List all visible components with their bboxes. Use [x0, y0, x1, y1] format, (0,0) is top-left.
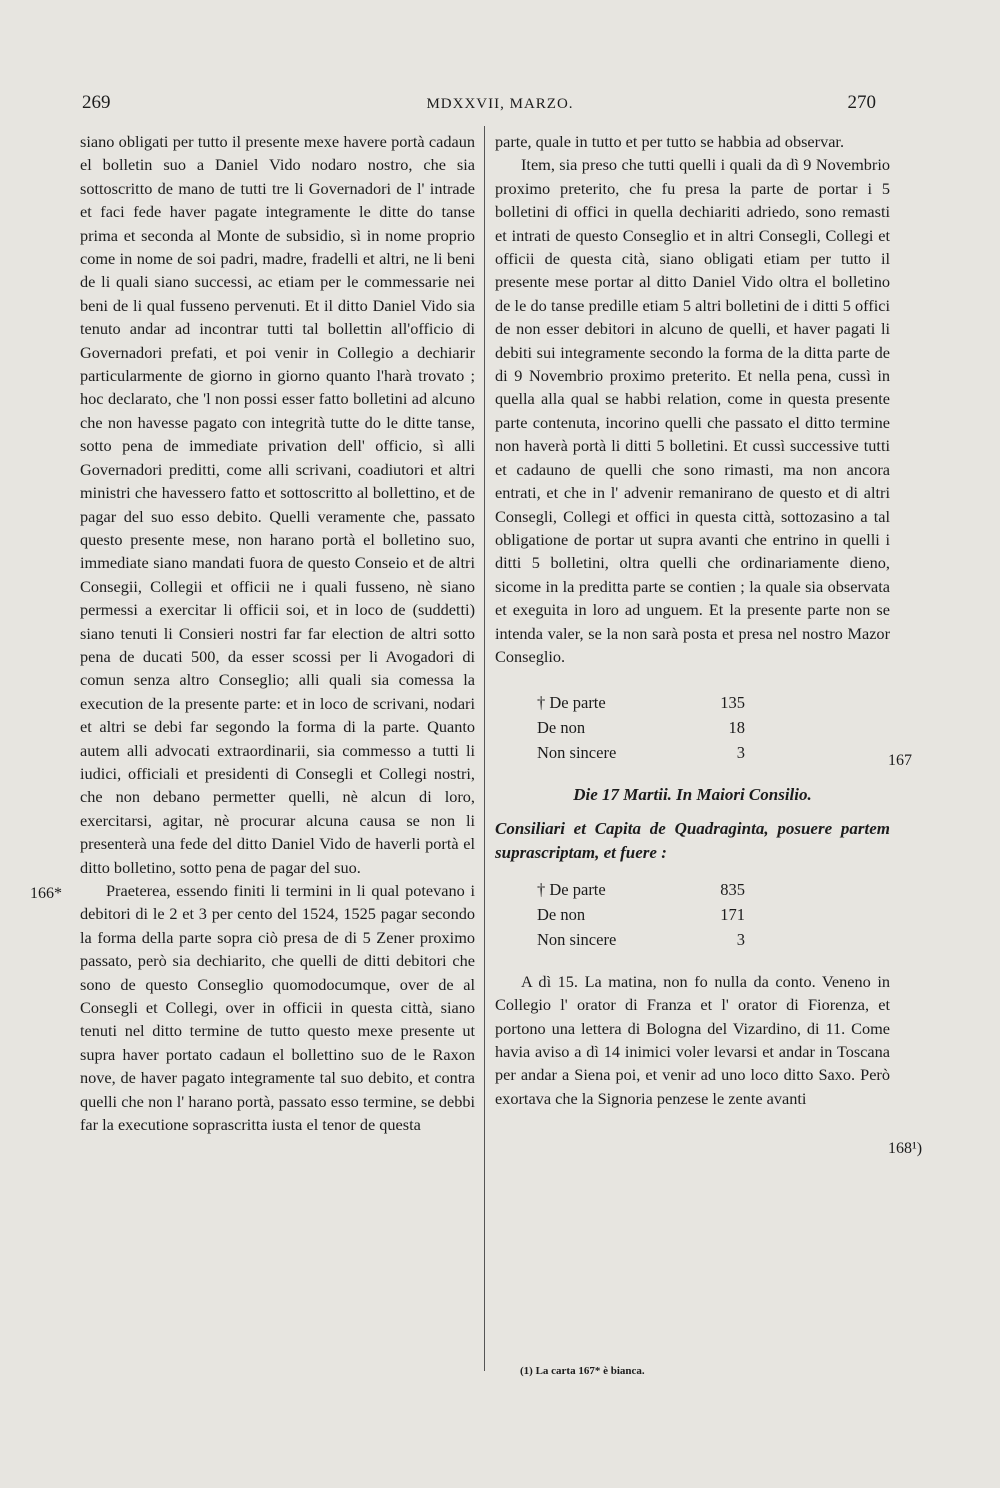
- vote-label: † De parte: [537, 693, 606, 713]
- vote-row: [495, 927, 755, 952]
- vote-count: 18: [728, 718, 745, 738]
- vote-count: 835: [720, 879, 745, 899]
- vote-count: 135: [720, 693, 745, 713]
- column-divider: [484, 126, 485, 1371]
- left-paragraph-2: Praeterea, essendo finiti li termini in li qual potevano i debitori di le 2 et 3 per cento del 1524, 1525 pagar secondo la forma della parte sopra ciò presa de di 5 Zener proximo passato, però sia dechiarito, che quelli de ditti debitori che sono de questo Conseglio quomodocumque, over de al Consegli et Collegi, over in officii in questa città, siano tenuti nel ditto termine de tutto questo mexe presente ut supra haver portato cadaun el bollettino suo de le Raxon nove, de haver pagato integramente tal suo debito, et contra quelli che non l' harano portà, passato esso termine, se debbi far la executione soprascritta iusta el tenor de questa: [80, 881, 475, 1135]
- session-heading: Die 17 Martii. In Maiori Consilio.: [573, 785, 812, 805]
- vote-row: [495, 690, 755, 715]
- left-column: [80, 130, 475, 1136]
- vote-count: 3: [736, 929, 745, 949]
- vote-tally-2: [495, 877, 755, 952]
- vote-label: De non: [537, 718, 586, 738]
- vote-row: [495, 740, 755, 765]
- vote-label: Non sincere: [537, 743, 617, 763]
- left-page-number: 269: [82, 92, 111, 113]
- right-paragraph-2: Item, sia preso che tutti quelli i quali da dì 9 Novembrio proximo preterito, che fu presa la parte de portar i 5 bolletini di offici in quella dechiariti adriedo, sono remasti et intrati de questo Conseglio et in altri Consegli, Collegi et officii de questa cità, siano obligati etiam per tutto il presente mese portar al ditto Daniel Vido oltra el bolletino de le do tanse predille etiam 5 altri bolletini de i ditti 5 offici de non esser debitori in alcuno de quelli, et haver pagati li debiti sui integramente secondo la forma de la ditta parte de di 9 Novembrio proximo preterito. Et nella pena, cussì in quella alla qual se habbi relation, come in questa presente parte contenuta, incorino quelli che passato el ditto termine non haverà portà li ditti 5 bolletini. Et cussì successive tutti et cadauno de quelli che sono rimasti, ma non ancora entrati, et che in l' advenir remanirano de questo et di altri Consegli, Collegi et offici in questa città, sottozasino a tal obligatione de portar ut supra avanti che entrino in quelli i ditti 5 bolletini, oltra quelli che ordinariamente dieno, sicome in la preditta parte se contien ; la quale sia observata et exeguita in loro ad unguem. Et la presente parte non se intenda valer, se la non sarà posta et presa nel nostro Mazor Conseglio.: [495, 155, 890, 666]
- vote-row: [495, 902, 755, 927]
- vote-row: [495, 715, 755, 740]
- vote-tally-1: [495, 690, 755, 765]
- running-header: MDXXVII, MARZO.: [426, 96, 574, 112]
- session-subheading: Consiliari et Capita de Quadraginta, posuere partem suprascriptam, et fuere :: [495, 818, 890, 862]
- right-page-number: 270: [847, 92, 876, 113]
- vote-count: 171: [720, 904, 745, 924]
- vote-label: De non: [537, 904, 586, 924]
- vote-label: † De parte: [537, 879, 606, 899]
- margin-folio-166: 166*: [30, 885, 62, 902]
- vote-count: 3: [736, 743, 745, 763]
- margin-folio-168: 168¹): [888, 1140, 923, 1157]
- footnote: (1) La carta 167* è bianca.: [520, 1365, 645, 1377]
- right-column: [495, 130, 890, 1110]
- right-paragraph-1: parte, quale in tutto et per tutto se habbia ad observar.: [495, 132, 845, 151]
- vote-label: Non sincere: [537, 929, 617, 949]
- left-paragraph-1: siano obligati per tutto il presente mexe havere portà cadaun el bolletin suo a Daniel Vido nodaro nostro, che sia sottoscritto de mano de tutti tre li Governadori de l' intrade et faci fede haver pagate integramente le ditte do tanse prima et seconda al Monte de subsidio, sì in nome proprio come in nome de soi padri, madre, fradelli et altri, ne li beni de li quali siano successi, ac etiam per le commessarie nei beni de li qual fusseno pervenuti. Et il ditto Daniel Vido sia tenuto andar ad incontrar tutti tal bollettin all'officio di Governadori prefati, et poi venir in Collegio a dechiarir particularmente de giorno in giorno quanto l'harà trovato ; hoc declarato, che 'l non possi esser fatto bolletini ad alcuno che non havesse pagato con integrità tutte do le ditte tanse, sotto pena de immediate privation dell' officio, sì alli Governadori preditti, come alli scrivani, coadiutori et altri ministri che havessero fatto et sottoscritto al bollettino, et de pagar del suo esso debito. Quelli veramente che, passato questo presente mese, non harano portà el bolletino suo, immediate siano mandati fuora de questo Conseio et de altri Consegii, Collegii et officii ne i quali fusseno, nè siano permessi a exercitar li officii soi, et in loco de (suddetti) siano tenuti li Consieri nostri far far election de altri sotto pena de ducati 500, da esser scossi per li Avogadori di comun senza altro Conseglio; alli quali sia comessa la execution de la presente parte: et in loco de scrivani, nodari et altri se debi far segondo la forma di la parte. Quanto autem alli advocati extraordinarii, sia commesso a tutti li iudici, officiali et presidenti di Consegli et Collegi nostri, che non debano permetter quelli, nè alcun di loro, exercitarsi, agitar, nè procurar alcuna causa se non li presenterà una fede del ditto Daniel Vido de haverli portà el ditto bolletino, sotto pena de pagar del suo.: [80, 132, 475, 877]
- margin-folio-167: 167: [888, 752, 912, 769]
- vote-row: [495, 877, 755, 902]
- right-paragraph-3: A dì 15. La matina, non fo nulla da conto. Veneno in Collegio l' orator di Franza et l' orator di Fiorenza, et portono una lettera di Bologna del Vizardino, di 11. Come havia aviso a dì 14 inimici voler levarsi et andar in Toscana per andar a Siena poi, et venir ad uno loco ditto Saxo. Però exortava che la Signoria penzese le zente avanti: [495, 971, 890, 1108]
